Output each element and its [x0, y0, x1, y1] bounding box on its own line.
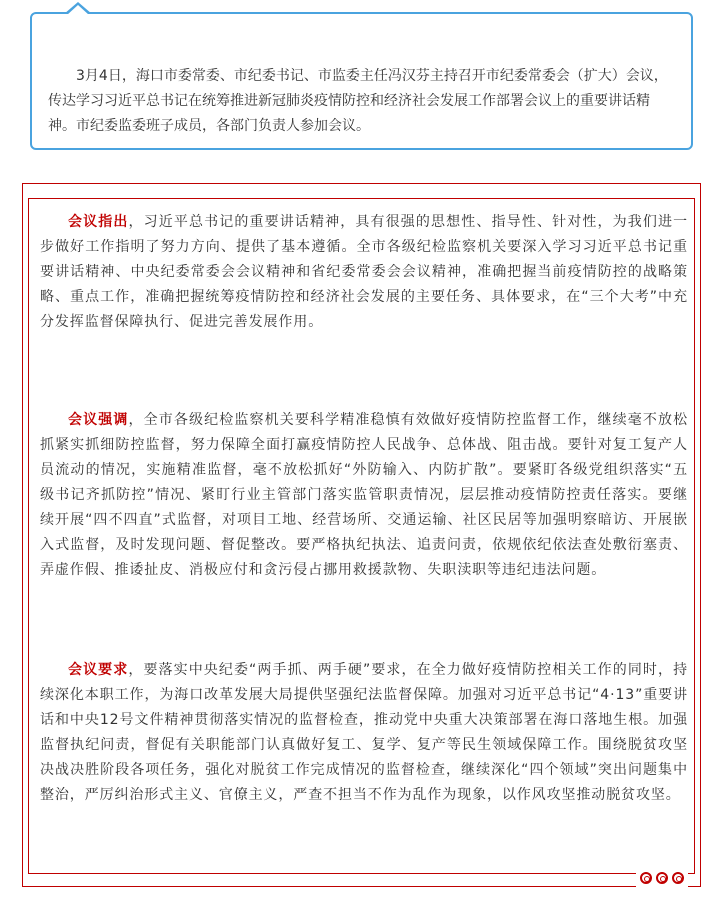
- paragraph-body: ，要落实中央纪委“两手抓、两手硬”要求，在全力做好疫情防控相关工作的同时，持续深化本职工作，为海口改革发展大局提供坚强纪法监督保障。加强对习近平总书记“4·13”重要讲话和中央12号文件精神贯彻落实情况的监督检查，推动党中央重大决策部署在海口落地生根。加强监督执纪问责，督促有关职能部门认真做好复工、复学、复产等民生领域保障工作。围绕脱贫攻坚决战决胜阶段各项任务，强化对脱贫工作完成情况的监督检查，继续深化“四个领域”突出问题集中整治，严厉纠治形式主义、官僚主义，严查不担当不作为乱作为现象，以作风攻坚推动脱贫攻坚。: [40, 662, 688, 803]
- summary-box: [30, 12, 693, 150]
- summary-text: 3月4日，海口市委常委、市纪委书记、市监委主任冯汉芬主持召开市纪委常委会（扩大）会议，传达学习习近平总书记在统筹推进新冠肺炎疫情防控和经济社会发展工作部署会议上的重要讲话精神。市纪委监委班子成员，各部门负责人参加会议。: [48, 68, 668, 134]
- paragraph-lead: 会议要求: [68, 662, 129, 678]
- paragraph-lead: 会议强调: [68, 412, 129, 428]
- paragraph-meeting-pointed-out: [40, 210, 688, 335]
- summary-notch-inner: [67, 5, 89, 15]
- paragraph-body: ，全市各级纪检监察机关要科学精准稳慎有效做好疫情防控监督工作，继续毫不放松抓紧实抓细防控监督，努力保障全面打赢疫情防控人民战争、总体战、阻击战。要针对复工复产人员流动的情况，实施精准监督，毫不放松抓好“外防输入、内防扩散”。要紧盯各级党组织落实“五级书记齐抓防控”情况、紧盯行业主管部门落实监管职责情况，层层推动疫情防控责任落实。要继续开展“四不四直”式监督，对项目工地、经营场所、交通运输、社区民居等加强明察暗访、开展嵌入式监督，及时发现问题、督促整改。要严格执纪执法、追责问责，依规依纪依法查处敷衍塞责、弄虚作假、推诿扯皮、消极应付和贪污侵占挪用救援款物、失职渎职等违纪违法问题。: [40, 412, 688, 578]
- paragraph-lead: 会议指出: [68, 214, 129, 230]
- triple-circle-icon: [636, 872, 688, 890]
- paragraph-meeting-required: [40, 658, 688, 808]
- circle-icon: [672, 872, 684, 884]
- paragraph-body: ，习近平总书记的重要讲话精神，具有很强的思想性、指导性、针对性，为我们进一步做好工作指明了努力方向、提供了基本遵循。全市各级纪检监察机关要深入学习习近平总书记重要讲话精神、中央纪委常委会会议精神和省纪委常委会会议精神，准确把握当前疫情防控的战略策略、重点工作，准确把握统筹疫情防控和经济社会发展的主要任务、具体要求，在“三个大考”中充分发挥监督保障执行、促进完善发展作用。: [40, 214, 688, 330]
- paragraph-meeting-emphasized: [40, 408, 688, 583]
- circle-icon: [640, 872, 652, 884]
- circle-icon: [656, 872, 668, 884]
